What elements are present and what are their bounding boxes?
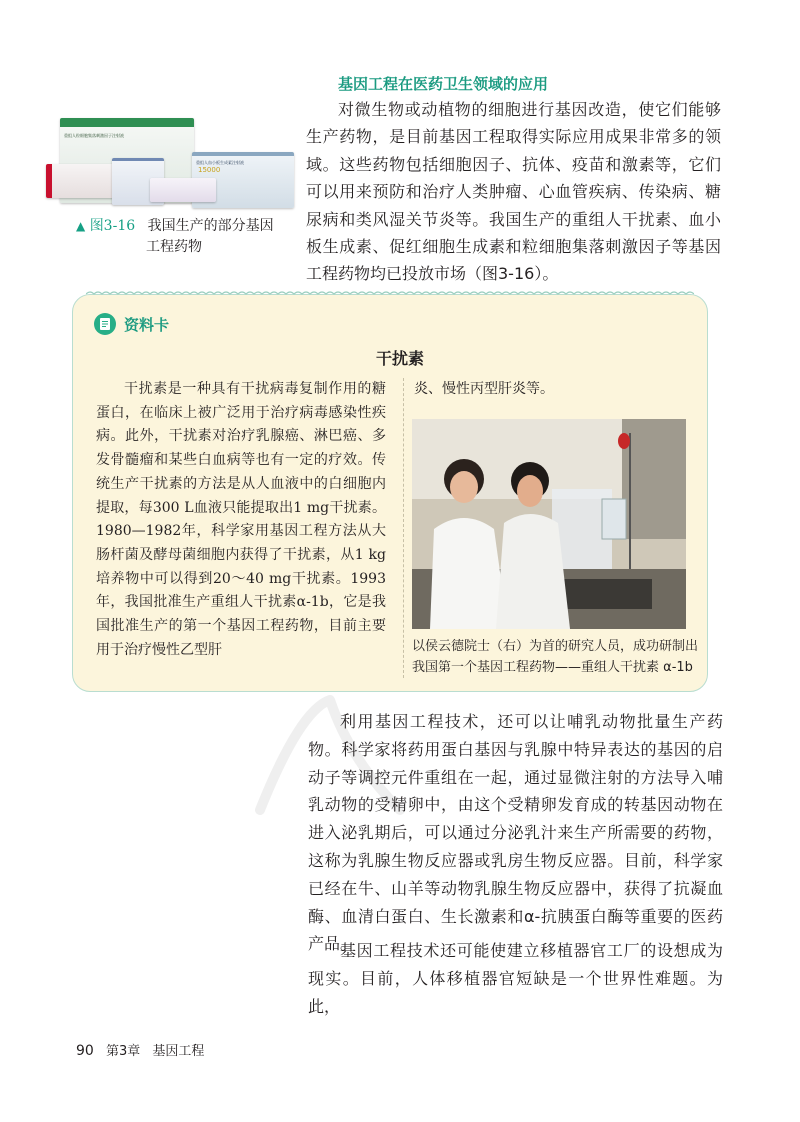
medicine-box-2-number: 15000 (198, 166, 221, 174)
info-card-label: 资料卡 (124, 316, 170, 334)
info-card-divider (403, 378, 405, 678)
chapter-title: 基因工程 (152, 1044, 205, 1059)
triangle-marker-icon: ▲ (76, 219, 86, 233)
section-heading: 基因工程在医药卫生领域的应用 (338, 75, 549, 93)
book-icon (94, 313, 116, 335)
section-paragraph: 对微生物或动植物的细胞进行基因改造，使它们能够生产药物，是目前基因工程取得实际应用成果非常多的领域。这些药物包括细胞因子、抗体、疫苗和激素等，它们可以用来预防和治疗人类肿瘤、心血管疾病、传染病、糖尿病和类风湿关节炎等。我国生产的重组人干扰素、血小板生成素、促红细胞生成素和粒细胞集落刺激因子等基因工程药物均已投放市场（图3-16）。 (306, 100, 721, 284)
figure-3-16-caption (76, 216, 300, 258)
medicine-box-2-label: 重组人血小板生成素注射液 (196, 160, 244, 165)
medicine-box-3 (46, 164, 122, 198)
wavy-border (86, 290, 694, 298)
figure-number: 图3-16 (89, 218, 136, 234)
photo-caption-line2: 我国第一个基因工程药物——重组人干扰素 α-1b (412, 660, 693, 675)
figure-caption-line1: 我国生产的部分基因 (147, 218, 274, 234)
figure-caption-line2: 工程药物 (146, 239, 202, 255)
info-card-title: 干扰素 (375, 349, 424, 368)
lab-photo-drawing (412, 419, 686, 629)
body-paragraph-1: 利用基因工程技术，还可以让哺乳动物批量生产药物。科学家将药用蛋白基因与乳腺中特异表达的基因的启动子等调控元件重组在一起，通过显微注射的方法导入哺乳动物的受精卵中，由这个受精卵发育成的转基因动物在进入泌乳期后，可以通过分泌乳汁来生产所需要的药物，这称为乳腺生物反应器或乳房生物反应器。目前，科学家已经在牛、山羊等动物乳腺生物反应器中，获得了抗凝血酶、血清白蛋白、生长激素和α-抗胰蛋白酶等重要的医药产品。 (308, 712, 723, 954)
photo-caption-line1: 以侯云德院士（右）为首的研究人员，成功研制出 (412, 639, 699, 654)
chapter-number: 第3章 (105, 1044, 141, 1059)
page-footer (76, 1040, 204, 1059)
info-card-right-text: 炎、慢性丙型肝炎等。 (414, 381, 554, 397)
photo-caption (412, 636, 702, 678)
medicine-box-5 (150, 178, 216, 202)
body-paragraph-2: 基因工程技术还可能使建立移植器官工厂的设想成为现实。目前，人体移植器官短缺是一个世界性难题。为此， (308, 941, 723, 1016)
figure-3-16-image (42, 100, 304, 222)
medicine-box-1-label: 重组人粒细胞集落刺激因子注射液 (64, 133, 124, 138)
page-number: 90 (76, 1043, 94, 1059)
lab-photo (412, 419, 686, 629)
info-card-left-text: 干扰素是一种具有干扰病毒复制作用的糖蛋白，在临床上被广泛用于治疗病毒感染性疾病。此外，干扰素对治疗乳腺癌、淋巴癌、多发骨髓瘤和某些白血病等也有一定的疗效。传统生产干扰素的方法是从人血液中的白细胞内提取，每300 L血液只能提取出1 mg干扰素。1980—1982年，科学家用基因工程方法从大肠杆菌及酵母菌细胞内获得了干扰素，从1 kg培养物中可以得到20～40 mg干扰素。1993年，我国批准生产重组人干扰素α-1b，它是我国批准生产的第一个基因工程药物，目前主要用于治疗慢性乙型肝 (96, 381, 386, 658)
